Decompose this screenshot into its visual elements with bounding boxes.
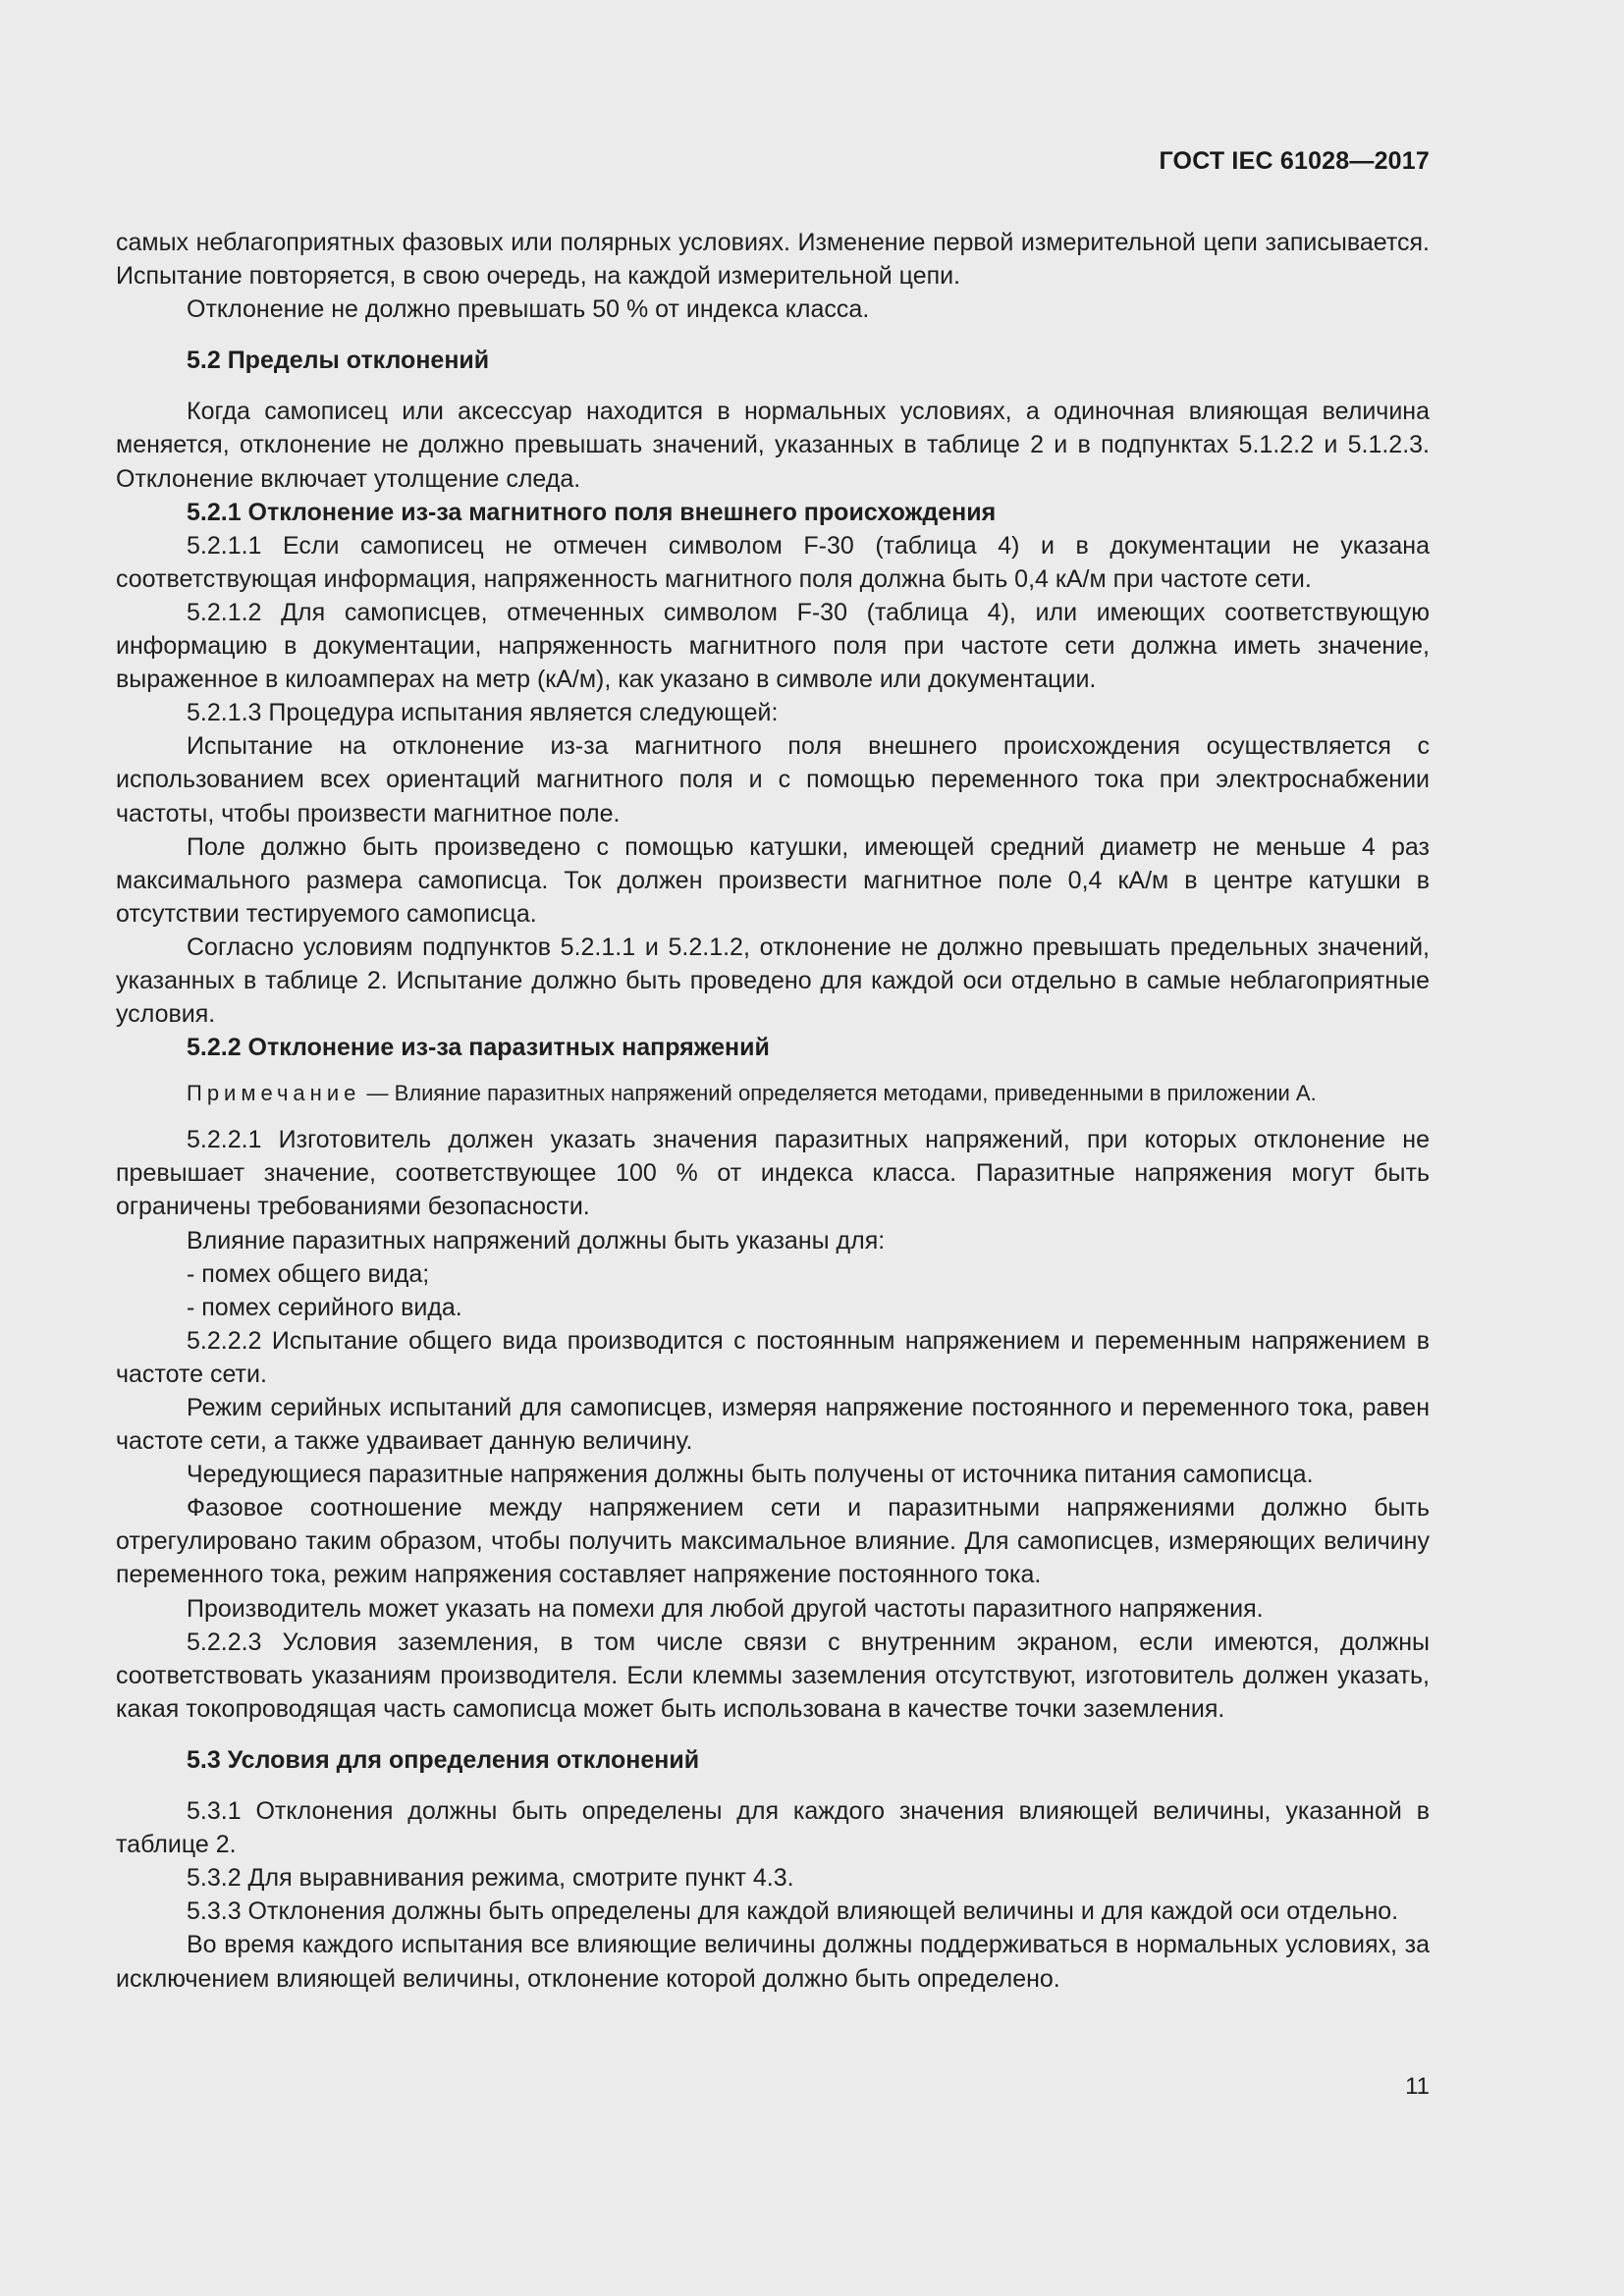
subsection-heading-5-2-1: 5.2.1 Отклонение из-за магнитного поля внешнего происхождения <box>187 498 997 526</box>
page-number: 11 <box>1405 2073 1430 2100</box>
document-body <box>116 226 1430 1996</box>
note-label: Примечание <box>187 1081 361 1106</box>
clause-5-3-2: 5.3.2 Для выравнивания режима, смотрите пункт 4.3. <box>187 1864 794 1893</box>
paragraph: Согласно условиям подпунктов 5.2.1.1 и 5.2.1.2, отклонение не должно превышать предельных значений, указанных в таблице 2. Испытание должно быть проведено для каждой оси отдельно в самые неблагоприятные условия. <box>116 933 1430 1029</box>
clause-5-2-1-2: 5.2.1.2 Для самописцев, отмеченных символом F-30 (таблица 4), или имеющих соответствующую информацию в документации, напряженность магнитного поля при частоте сети должна иметь значение, выраженное в килоамперах на метр (кА/м), как указано в символе или документации. <box>116 598 1430 694</box>
paragraph: Отклонение не должно превышать 50 % от индекса класса. <box>187 295 870 324</box>
paragraph: Чередующиеся паразитные напряжения должны быть получены от источника питания самописца. <box>187 1461 1314 1489</box>
document-header: ГОСТ IEC 61028—2017 <box>1159 147 1430 175</box>
paragraph: Производитель может указать на помехи для любой другой частоты паразитного напряжения. <box>187 1594 1264 1623</box>
paragraph: самых неблагоприятных фазовых или полярных условиях. Изменение первой измерительной цепи записывается. Испытание повторяется, в свою очередь, на каждой измерительной цепи. <box>116 229 1430 291</box>
paragraph: Когда самописец или аксессуар находится в нормальных условиях, а одиночная влияющая величина меняется, отклонение не должно превышать значений, указанных в таблице 2 и в подпунктах 5.1.2.2 и 5.1.2.3. Отклонение включает утолщение следа. <box>116 398 1430 493</box>
clause-5-2-2-3: 5.2.2.3 Условия заземления, в том числе связи с внутренним экраном, если имеются, должны соответствовать указаниям производителя. Если клеммы заземления отсутствуют, изготовитель должен указать, какая токопроводящая часть самописца может быть использована в качестве точки заземления. <box>116 1628 1430 1723</box>
paragraph: Влияние паразитных напряжений должны быть указаны для: <box>187 1226 886 1255</box>
clause-5-3-1: 5.3.1 Отклонения должны быть определены для каждого значения влияющей величины, указанной в таблице 2. <box>116 1797 1430 1859</box>
paragraph: Фазовое соотношение между напряжением сети и паразитными напряжениями должно быть отрегулировано таким образом, чтобы получить максимальное влияние. Для самописцев, измеряющих величину переменного тока, режим напряжения составляет напряжение постоянного тока. <box>116 1494 1430 1589</box>
note-text: — Влияние паразитных напряжений определяется методами, приведенными в приложении А. <box>360 1081 1317 1106</box>
paragraph: Режим серийных испытаний для самописцев, измеряя напряжение постоянного и переменного тока, равен частоте сети, а также удваивает данную величину. <box>116 1394 1430 1456</box>
clause-5-2-2-2: 5.2.2.2 Испытание общего вида производится с постоянным напряжением и переменным напряжением в частоте сети. <box>116 1326 1430 1388</box>
section-heading-5-2: 5.2 Пределы отклонений <box>187 347 490 375</box>
section-heading-5-3: 5.3 Условия для определения отклонений <box>187 1745 700 1774</box>
paragraph: Испытание на отклонение из-за магнитного поля внешнего происхождения осуществляется с использованием всех ориентаций магнитного поля и с помощью переменного тока при электроснабжении частоты, чтобы произвести магнитное поле. <box>116 732 1430 828</box>
clause-5-2-1-3: 5.2.1.3 Процедура испытания является следующей: <box>187 699 779 727</box>
clause-5-2-1-1: 5.2.1.1 Если самописец не отмечен символом F-30 (таблица 4) и в документации не указана соответствующая информация, напряженность магнитного поля должна быть 0,4 кА/м при частоте сети. <box>116 531 1430 593</box>
list-item: - помех серийного вида. <box>187 1293 462 1321</box>
clause-5-2-2-1: 5.2.2.1 Изготовитель должен указать значения паразитных напряжений, при которых отклонение не превышает значение, соответствующее 100 % от индекса класса. Паразитные напряжения могут быть ограничены требованиями безопасности. <box>116 1126 1430 1221</box>
paragraph: Во время каждого испытания все влияющие величины должны поддерживаться в нормальных условиях, за исключением влияющей величины, отклонение которой должно быть определено. <box>116 1931 1430 1993</box>
paragraph: Поле должно быть произведено с помощью катушки, имеющей средний диаметр не меньше 4 раз максимального размера самописца. Ток должен произвести магнитное поле 0,4 кА/м в центре катушки в отсутствии тестируемого самописца. <box>116 832 1430 928</box>
clause-5-3-3: 5.3.3 Отклонения должны быть определены для каждой влияющей величины и для каждой оси отдельно. <box>187 1897 1399 1926</box>
subsection-heading-5-2-2: 5.2.2 Отклонение из-за паразитных напряжений <box>187 1034 770 1062</box>
note <box>116 1078 1430 1109</box>
list-item: - помех общего вида; <box>187 1259 430 1288</box>
